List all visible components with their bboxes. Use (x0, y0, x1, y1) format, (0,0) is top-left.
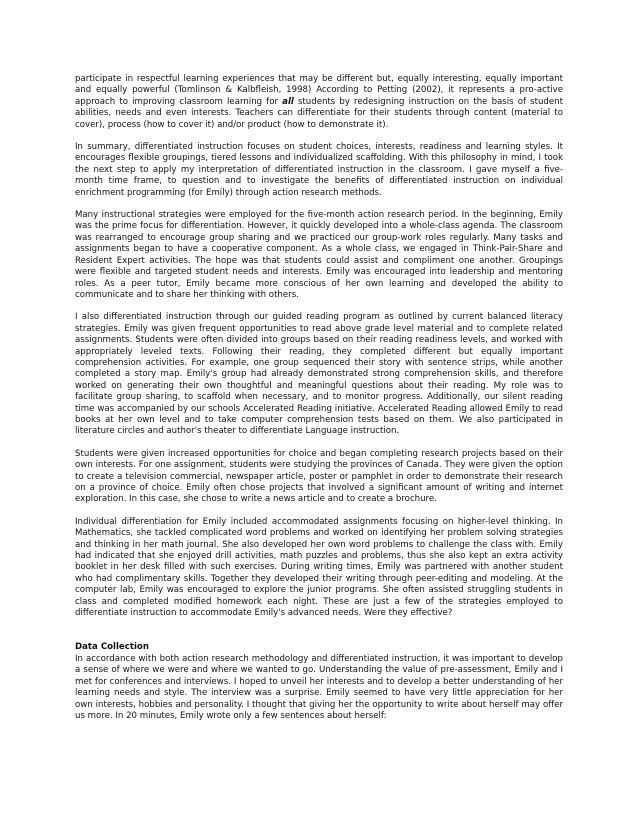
document-page (75, 74, 563, 733)
emphasized-word: all (282, 96, 294, 107)
paragraph-text: participate in respectful learning experiences that may be different but, equally interesting, equally important and equally powerful (Tomlinson & Kalbfleish, 1998) According to Petting (2002), it represents a pro-active approach to improving classroom learning for (75, 74, 563, 107)
paragraph-differentiation-definition (75, 74, 563, 131)
paragraph-instructional-strategies: Many instructional strategies were employed for the five-month action research period. In the beginning, Emily was the prime focus for differentiation. However, it quickly developed into a whole-class agenda. The classroom was rearranged to encourage group sharing and we practiced our group-work roles regularly. Many tasks and assignments began to have a cooperative component. As a whole class, we engaged in Think-Pair-Share and Resident Expert activities. The hope was that students could assist and compliment one another. Groupings were flexible and targeted student needs and interests. Emily was encouraged into leadership and mentoring roles. As a peer tutor, Emily became more conscious of her own learning and developed the ability to communicate and to share her thinking with others. (75, 210, 563, 300)
paragraph-text: students by redesigning instruction on the basis of student abilities, needs and even interests. Teachers can differentiate for their students through content (material to cover), process (how to cover it) and/or product (how to demonstrate it). (75, 96, 563, 130)
paragraph-data-collection: In accordance with both action research methodology and differentiated instruction, it was important to develop a sense of where we were and where we wanted to go. Understanding the value of pre-assessment, Emily and I met for conferences and interviews. I hoped to unveil her interests and to develop a better understanding of her learning needs and style. The interview was a surprise. Emily seemed to have very little appreciation for her own interests, hobbies and personality. I thought that giving her the opportunity to write about herself may offer us more. In 20 minutes, Emily wrote only a few sentences about herself: (75, 653, 563, 721)
paragraph-summary: In summary, differentiated instruction focuses on student choices, interests, readiness and learning styles. It encourages flexible groupings, tiered lessons and individualized scaffolding. With this philosophy in mind, I took the next step to apply my interpretation of differentiated instruction in the classroom. I gave myself a five-month time frame, to question and to investigate the benefits of differentiated instruction on individual enrichment programming (for Emily) through action research methods. (75, 142, 563, 198)
section-heading: Data Collection (75, 642, 149, 653)
paragraph-individual-differentiation: Individual differentiation for Emily included accommodated assignments focusing on higher-level thinking. In Mathematics, she tackled complicated word problems and worked on identifying her problem solving strategies and thinking in her math journal. She also developed her own word problems to challenge the class with. Emily had indicated that she enjoyed drill activities, math puzzles and problems, thus she also kept an extra activity booklet in her desk filled with such exercises. During writing times, Emily was partnered with another student who had complimentary skills. Together they developed their writing through peer-editing and modeling. At the computer lab, Emily was encouraged to explore the junior programs. She often assisted struggling students in class and completed modified homework each night. These are just a few of the strategies employed to differentiate instruction to accommodate Emily's advanced needs. Were they effective? (75, 516, 563, 619)
paragraph-research-projects: Students were given increased opportunities for choice and began completing research projects based on their own interests. For one assignment, students were studying the provinces of Canada. They were given the option to create a television commercial, newspaper article, poster or pamphlet in order to demonstrate their research on a province of choice. Emily often chose projects that involved a significant amount of writing and internet exploration. In this case, she chose to write a news article and to create a brochure. (75, 448, 563, 505)
paragraph-guided-reading: I also differentiated instruction through our guided reading program as outlined by current balanced literacy strategies. Emily was given frequent opportunities to read above grade level material and to complete related assignments. Students were often divided into groups based on their reading readiness levels, and worked with appropriately leveled texts. Following their reading, they completed different but equally important comprehension activities. For example, one group sequenced their story with sentence strips, while another completed a story map. Emily's group had already demonstrated strong comprehension skills, and therefore worked on generating their own thoughtful and meaningful questions about their reading. My role was to facilitate group sharing, to scaffold when necessary, and to monitor progress. Additionally, our silent reading time was accompanied by our schools Accelerated Reading initiative. Accelerated Reading allowed Emily to read books at her own level and to take computer comprehension tests based on them. We also participated in literature circles and author's theater to differentiate Language instruction. (75, 312, 563, 437)
